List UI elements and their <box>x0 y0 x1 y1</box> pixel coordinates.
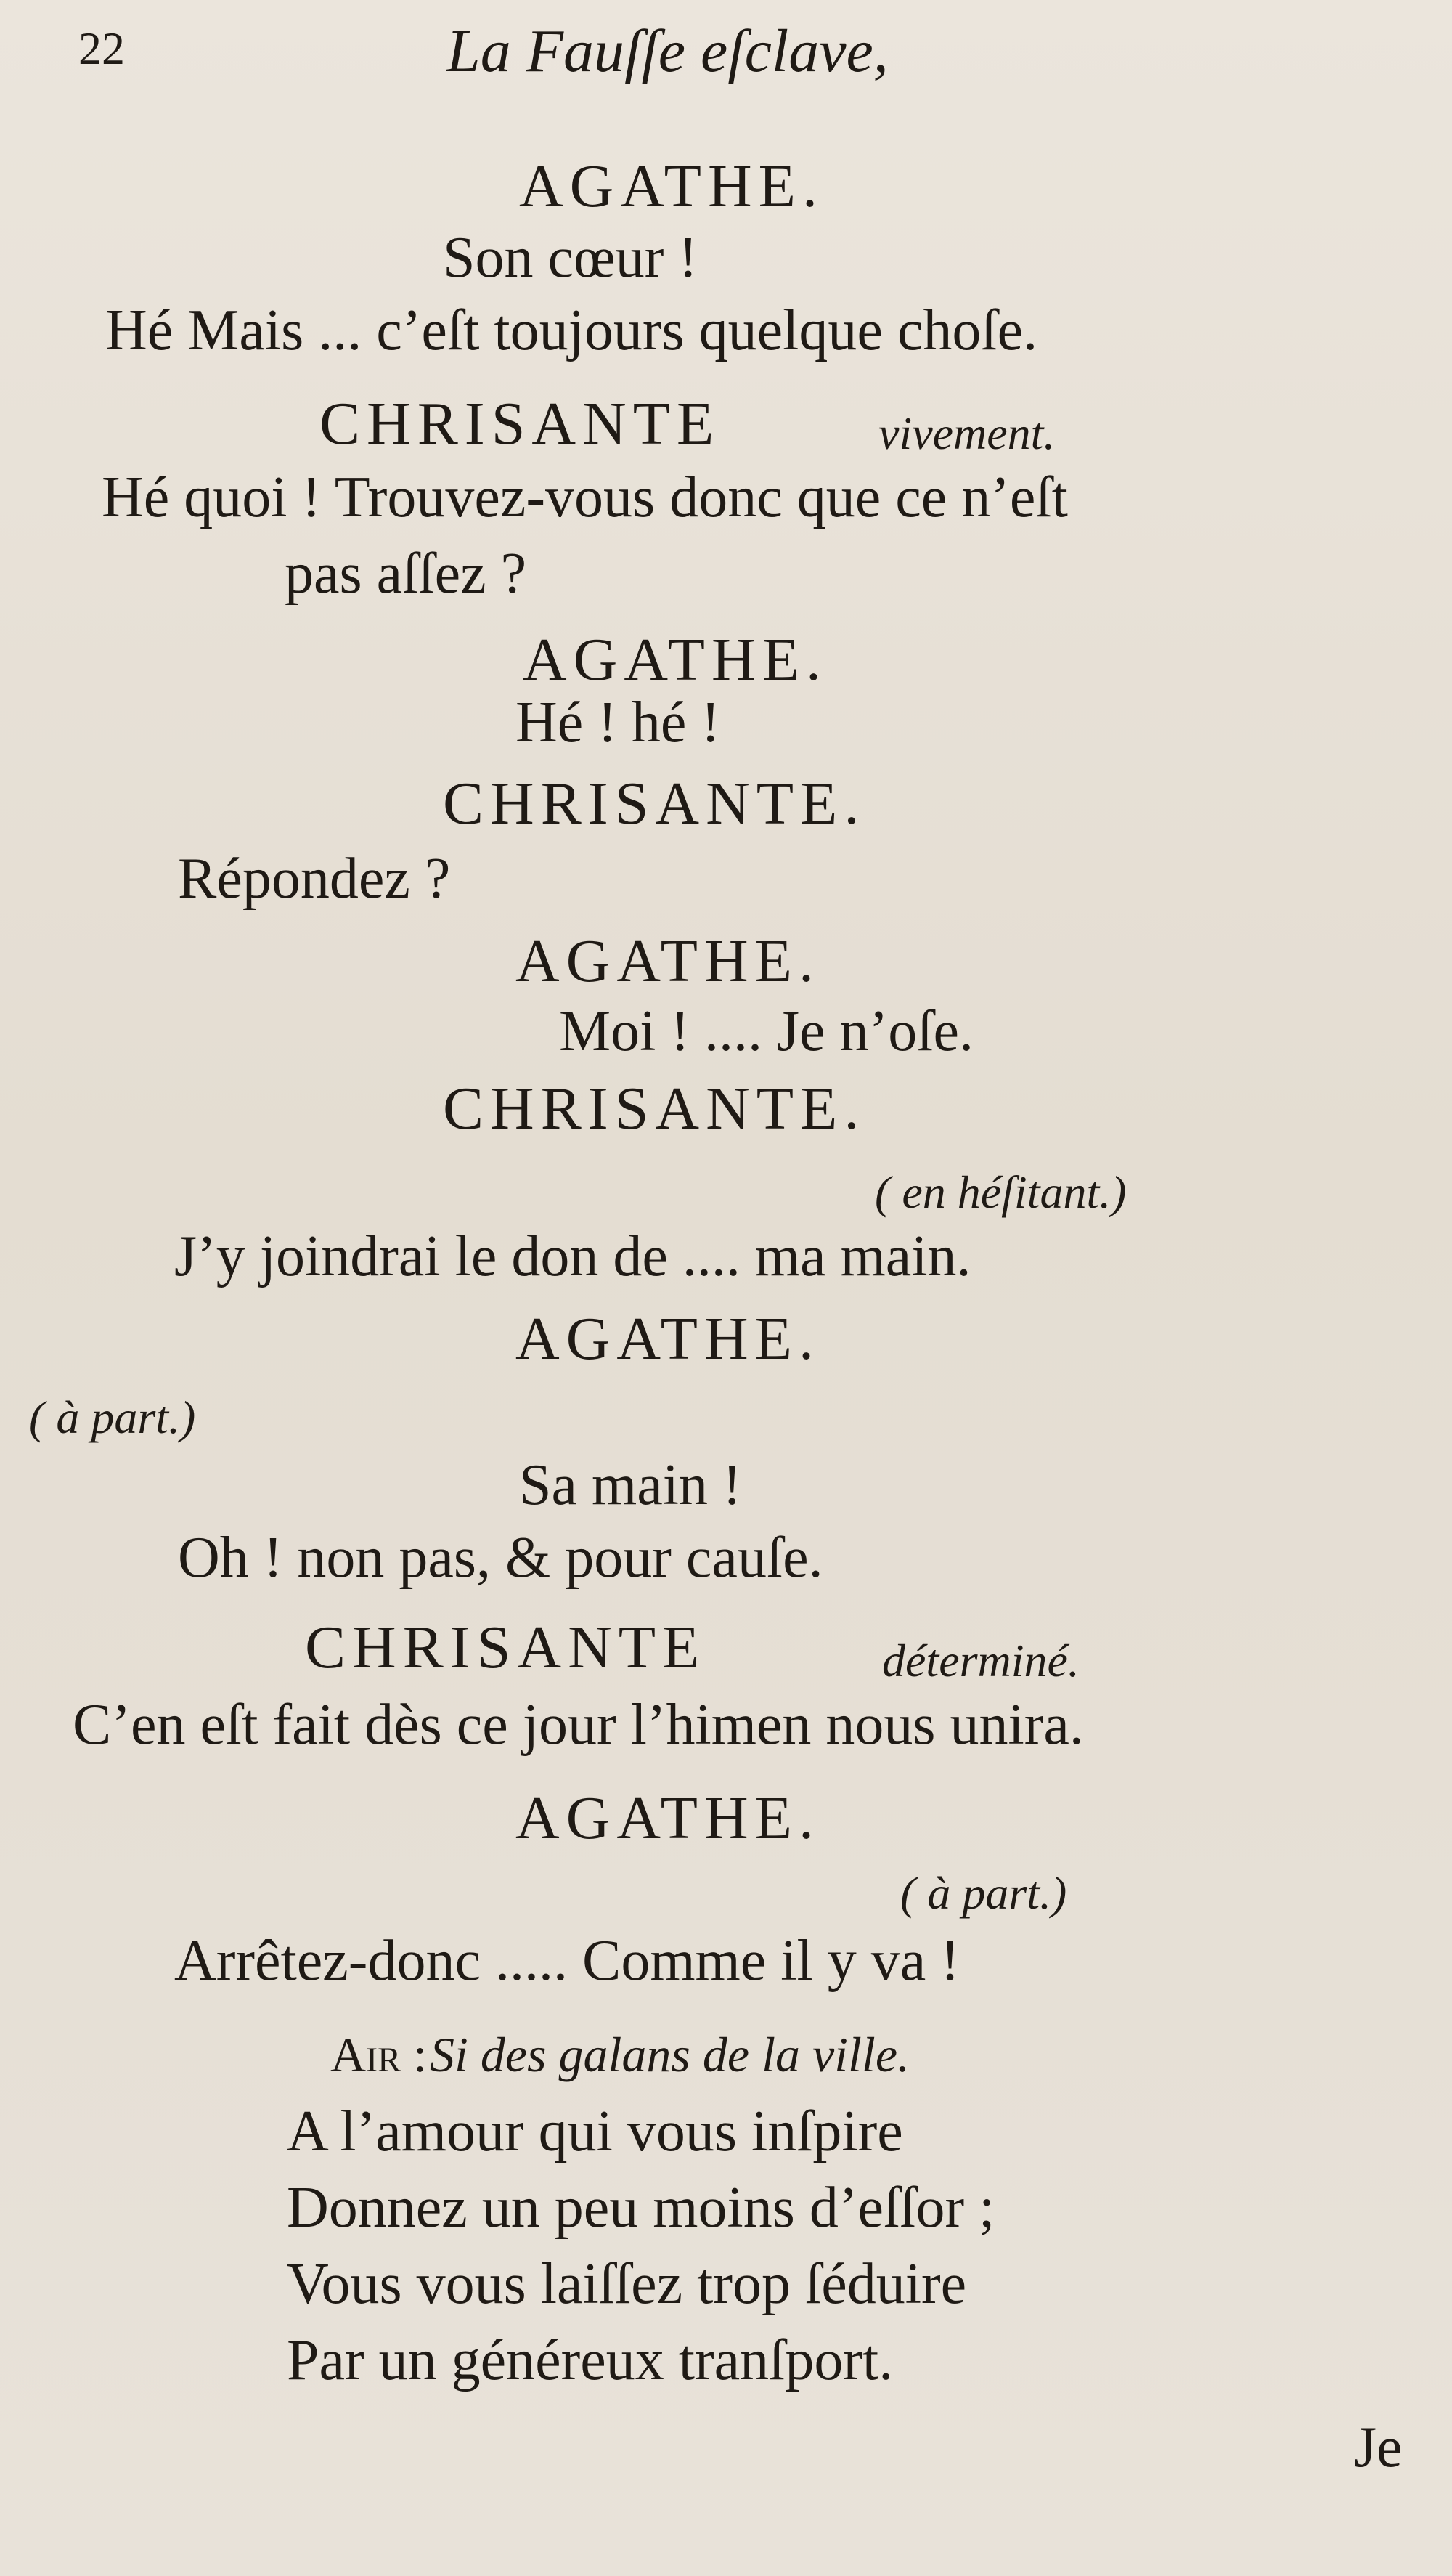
catchword: Je <box>1354 2415 1403 2479</box>
speaker-name: AGATHE. <box>515 1305 820 1373</box>
dialogue-line: pas aſſez ? <box>285 542 527 606</box>
speaker-name: AGATHE. <box>515 927 820 995</box>
stage-direction: ( à part.) <box>900 1867 1067 1919</box>
dialogue-line: Hé ! hé ! <box>515 691 721 755</box>
speaker-name: CHRISANTE <box>305 1614 706 1681</box>
verse-line: Vous vous laiſſez trop ſéduire <box>287 2252 967 2316</box>
speaker-name: AGATHE. <box>519 153 824 220</box>
speaker-name: AGATHE. <box>523 626 828 694</box>
dialogue-line: C’en eſt fait dès ce jour l’himen nous unira. <box>73 1693 1084 1757</box>
page-number: 22 <box>78 23 125 74</box>
air-heading <box>330 2026 910 2084</box>
speaker-name: CHRISANTE. <box>443 770 866 837</box>
speaker-name: CHRISANTE <box>319 390 721 458</box>
verse-line: A l’amour qui vous inſpire <box>287 2100 903 2163</box>
stage-direction: ( à part.) <box>29 1391 196 1443</box>
air-title: Si des galans de la ville. <box>430 2027 910 2082</box>
verse-line: Donnez un peu moins d’eſſor ; <box>287 2176 995 2240</box>
running-title: La Fauſſe eſclave, <box>446 17 889 85</box>
speaker-name: CHRISANTE. <box>443 1075 866 1142</box>
dialogue-line: Hé Mais ... c’eſt toujours quelque choſe. <box>105 298 1038 362</box>
stage-direction: ( en héſitant.) <box>875 1166 1127 1218</box>
air-label: Air : <box>330 2027 427 2082</box>
dialogue-line: Sa main ! <box>519 1453 742 1517</box>
stage-direction: déterminé. <box>882 1635 1080 1686</box>
dialogue-line: Moi ! .... Je n’oſe. <box>559 999 974 1063</box>
dialogue-line: Hé quoi ! Trouvez-vous donc que ce n’eſt <box>102 466 1068 529</box>
speaker-name: AGATHE. <box>515 1784 820 1852</box>
dialogue-line: Arrêtez-donc ..... Comme il y va ! <box>174 1929 960 1993</box>
stage-direction: vivement. <box>878 407 1056 459</box>
dialogue-line: Son cœur ! <box>443 226 698 290</box>
dialogue-line: J’y joindrai le don de .... ma main. <box>174 1224 971 1288</box>
dialogue-line: Répondez ? <box>178 847 451 911</box>
verse-line: Par un généreux tranſport. <box>287 2328 894 2392</box>
dialogue-line: Oh ! non pas, & pour cauſe. <box>178 1526 823 1590</box>
